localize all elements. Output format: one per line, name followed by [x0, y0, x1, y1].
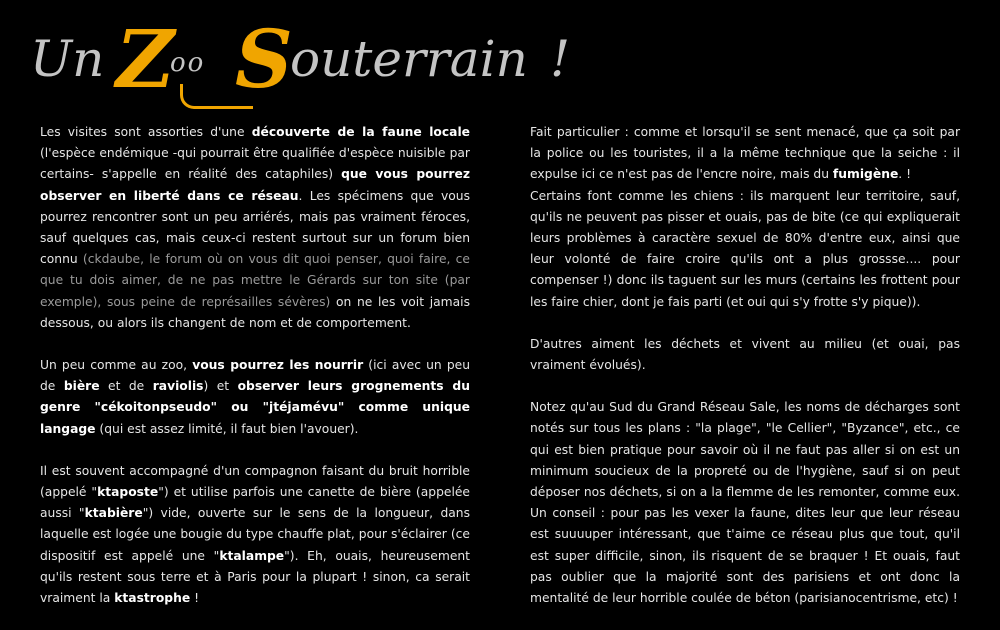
- body-text: Un peu comme au zoo,: [40, 358, 193, 373]
- highlighted-text: que vous pourrez observer en liberté dans ce réseau: [40, 167, 470, 203]
- highlighted-text: fumigène: [832, 167, 899, 182]
- right-column: [530, 122, 960, 630]
- body-text: Certains font comme les chiens : ils marquent leur territoire, sauf, qu'ils ne peuvent pas pisser et ouais, pas de bite (ce qui expliquerait leurs problèmes à caractère sexuel de 80% d'entre eux, ainsi que leur volonté de faire croire qu'ils ont a plus grossse.... pour compenser !) donc ils taguent sur les murs (certains les frottent pour les faire chier, dont je fais parti (et oui qui s'y frotte s'y pique)).: [530, 188, 960, 309]
- left-paragraph-1: [40, 122, 470, 334]
- title-un: Un: [30, 30, 105, 88]
- highlighted-text: raviolis: [152, 379, 204, 394]
- right-paragraph-4: [530, 397, 960, 609]
- title-souterrain-s: S: [235, 12, 293, 106]
- body-text: ") vide, ouverte sur le sens de la longueur, dans laquelle est logée une bougie du type chauffe plat, pour s'éclairer (ce dispositif est appelé une ": [40, 506, 471, 563]
- body-text: on ne les voit jamais dessous, ou alors ils changent de nom et de comportement.: [40, 294, 470, 330]
- aside-text: (ckdaube, le forum où on vous dit quoi penser, quoi faire, ce que tu dois aimer, de ne pas mettre le Gérards sur ton site (par exemple), sous peine de représailles sévères): [40, 252, 470, 309]
- highlighted-text: découverte de la faune locale: [251, 125, 471, 139]
- highlighted-text: vous pourrez les nourrir: [192, 358, 364, 373]
- left-paragraph-3: [40, 461, 470, 609]
- body-text: ) et: [203, 379, 238, 394]
- body-text: (qui est assez limité, il faut bien l'avouer).: [95, 421, 359, 436]
- body-text: Il est souvent accompagné d'un compagnon faisant du bruit horrible (appelé ": [40, 463, 470, 500]
- left-column: [40, 122, 470, 630]
- highlighted-text: observer leurs grognements du genre "cékoitonpseudo" ou "jtéjamévu" comme unique langage: [40, 379, 470, 436]
- body-text: Les visites sont assorties d'une: [40, 125, 252, 139]
- highlighted-text: ktabière: [84, 506, 143, 521]
- body-text: !: [190, 591, 200, 606]
- body-text: . !: [898, 167, 912, 182]
- body-text: Notez qu'au Sud du Grand Réseau Sale, les noms de décharges sont notés sur tous les plans : "la plage", "le Cellier", "Byzance", etc., ce qui est bien pratique pour savoir où il ne faut pas aller si on est un minimum soucieux de la propreté ou de l'hygiène, sauf si on peut déposer nos déchets, si on a la flemme de les remonter, comme eux. Un conseil : pour pas les vexer la faune, dites leur que leur réseau est suuuuper intéressant, que t'aime ce réseau plus que tout, qu'il est super difficile, sinon, ils risquent de se braquer ! Et ouais, faut pas oublier que la majorité sont des parisiens et ont donc la mentalité de leur horrible coulée de béton (parisianocentrisme, etc) !: [530, 400, 960, 606]
- body-text: et de: [99, 379, 153, 394]
- highlighted-text: ktaposte: [97, 485, 159, 500]
- title-zoo-eyes: oo: [170, 48, 206, 78]
- body-text: (l'espèce endémique -qui pourrait être qualifiée d'espèce nuisible par certains- s'appelle en réalité des cataphiles): [40, 146, 470, 182]
- title-exclamation: !: [550, 30, 571, 88]
- body-text: D'autres aiment les déchets et vivent au milieu (et ouai, pas vraiment évolués).: [530, 336, 960, 373]
- body-text: ") et utilise parfois une canette de bière (appelée aussi ": [40, 485, 470, 521]
- body-text: (ici avec un peu de: [40, 358, 470, 394]
- highlighted-text: ktalampe: [219, 548, 285, 563]
- body-text: "). Eh, ouais, heureusement qu'ils restent sous terre et à Paris pour la plupart ! sinon, ca serait vraiment la: [40, 548, 471, 606]
- body-text: . Les spécimens que vous pourrez rencontrer sont un peu arriérés, mais pas vraiment féroces, sauf quelques cas, mais ceux-ci restent surtout sur un forum bien connu: [40, 188, 470, 267]
- body-text: Fait particulier : comme et lorsqu'il se sent menacé, que ça soit par la police ou les touristes, il a la même technique que la seiche : il expulse ici ce n'est pas de l'encre noire, mais du: [530, 125, 960, 182]
- title-souterrain: outerrain: [290, 30, 528, 88]
- right-paragraph-1: [530, 122, 960, 186]
- highlighted-text: ktastrophe: [114, 591, 191, 606]
- title-zoo-z: Z: [116, 12, 175, 106]
- right-paragraph-3: [530, 334, 960, 376]
- highlighted-text: bière: [63, 379, 100, 394]
- right-paragraph-2: [530, 186, 960, 313]
- left-paragraph-2: [40, 355, 470, 440]
- site-title: [30, 12, 630, 112]
